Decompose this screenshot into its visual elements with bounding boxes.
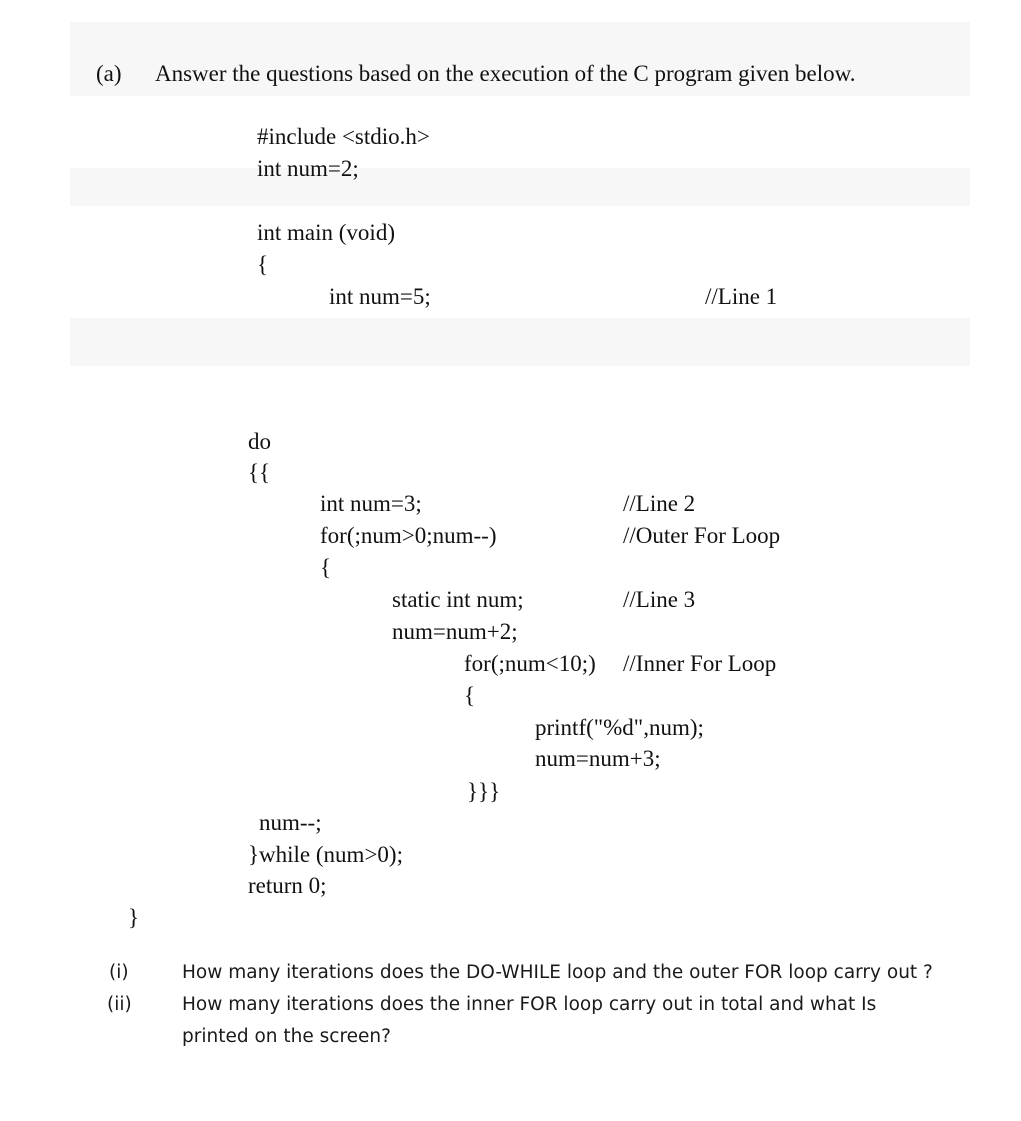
code-do-keyword: do [248,429,271,454]
code-outer-for: for(;num>0;num--) [320,523,497,548]
code-decrement: num--; [259,810,322,835]
code-static-decl: static int num; [392,587,524,612]
code-main-close-brace: } [128,905,140,930]
code-include: #include <stdio.h> [257,124,430,149]
question-label: (a) [96,61,122,86]
comment-line-1: //Line 1 [705,284,778,309]
code-printf: printf("%d",num); [535,715,704,740]
code-while: }while (num>0); [248,842,403,867]
code-inner-open-brace: { [464,683,476,708]
code-global-decl: int num=2; [257,156,359,181]
subquestion-2-text-continued: printed on the screen? [182,1026,391,1047]
code-close-braces: }}} [467,779,501,804]
subquestion-1-label: (i) [109,962,129,983]
subquestion-2-text: How many iterations does the inner FOR loop carry out in total and what Is [182,994,877,1015]
code-block-decl: int num=3; [320,491,422,516]
code-local-decl: int num=5; [329,284,431,309]
comment-line-2: //Line 2 [623,491,696,516]
code-assign: num=num+2; [392,619,518,644]
comment-line-3: //Line 3 [623,587,696,612]
code-return: return 0; [248,873,327,898]
scan-band-mid [70,168,970,206]
code-add: num=num+3; [535,746,661,771]
scan-band-lower [70,318,970,366]
code-do-open-braces: {{ [248,460,271,485]
comment-outer-for: //Outer For Loop [623,523,781,548]
code-main-signature: int main (void) [257,220,395,245]
code-inner-for: for(;num<10;) [464,651,596,676]
code-outer-open-brace: { [320,555,332,580]
subquestion-2-label: (ii) [107,994,132,1015]
subquestion-1-text: How many iterations does the DO-WHILE loop and the outer FOR loop carry out ? [182,962,933,983]
question-prompt: Answer the questions based on the execution of the C program given below. [155,61,856,86]
comment-inner-for: //Inner For Loop [623,651,777,676]
code-main-open-brace: { [257,252,269,277]
